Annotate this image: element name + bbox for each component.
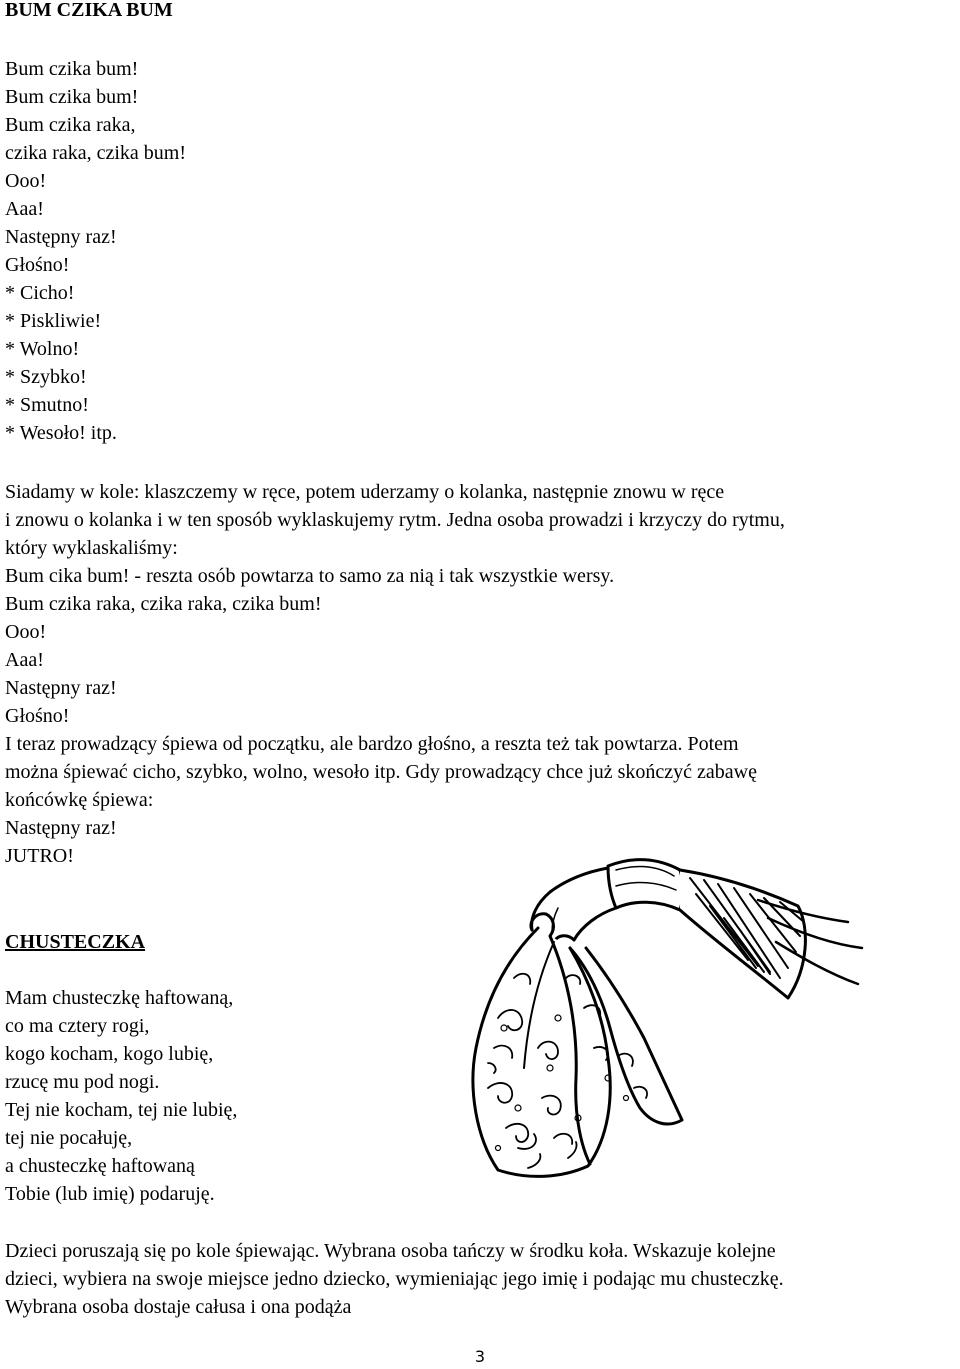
section-title-chusteczka: CHUSTECZKA	[5, 931, 146, 953]
lyric-line: * Piskliwie!	[5, 310, 102, 332]
instruction-line: Bum czika raka, czika raka, czika bum!	[5, 593, 322, 615]
lyric-line: * Wolno!	[5, 338, 80, 360]
lyric-line: rzucę mu pod nogi.	[5, 1071, 160, 1093]
page-number: 3	[474, 1347, 486, 1366]
instruction-line: JUTRO!	[5, 845, 74, 867]
instruction-line: Ooo!	[5, 621, 47, 643]
instruction-line: Bum cika bum! - reszta osób powtarza to samo za nią i tak wszystkie wersy.	[5, 565, 615, 587]
instruction-line: Aaa!	[5, 649, 44, 671]
lyric-line: Następny raz!	[5, 226, 117, 248]
lyric-line: Aaa!	[5, 198, 44, 220]
lyric-line: Tobie (lub imię) podaruję.	[5, 1183, 215, 1205]
instruction-line: Wybrana osoba dostaje całusa i ona podąża	[5, 1296, 352, 1318]
lyric-line: Bum czika bum!	[5, 58, 139, 80]
hand-holding-handkerchief-icon	[458, 848, 898, 1188]
instruction-line: dzieci, wybiera na swoje miejsce jedno dziecko, wymieniając jego imię i podając mu chusteczkę.	[5, 1268, 784, 1290]
instruction-line: Głośno!	[5, 705, 70, 727]
lyric-line: * Wesoło! itp.	[5, 422, 117, 444]
lyric-line: Bum czika raka,	[5, 114, 136, 136]
lyric-line: tej nie pocałuję,	[5, 1127, 133, 1149]
lyric-line: a chusteczkę haftowaną	[5, 1155, 195, 1177]
instruction-line: Następny raz!	[5, 677, 117, 699]
lyric-line: kogo kocham, kogo lubię,	[5, 1043, 214, 1065]
lyric-line: * Smutno!	[5, 394, 89, 416]
instruction-line: Siadamy w kole: klaszczemy w ręce, potem uderzamy o kolanka, następnie znowu w ręce	[5, 481, 725, 503]
instruction-line: który wyklaskaliśmy:	[5, 537, 178, 559]
lyric-line: Mam chusteczkę haftowaną,	[5, 987, 234, 1009]
lyric-line: co ma cztery rogi,	[5, 1015, 150, 1037]
lyric-line: * Cicho!	[5, 282, 75, 304]
lyric-line: Tej nie kocham, tej nie lubię,	[5, 1099, 238, 1121]
instruction-line: I teraz prowadzący śpiewa od początku, ale bardzo głośno, a reszta też tak powtarza. Potem	[5, 733, 739, 755]
lyric-line: Bum czika bum!	[5, 86, 139, 108]
lyric-line: czika raka, czika bum!	[5, 142, 187, 164]
lyric-line: Głośno!	[5, 254, 70, 276]
lyric-line: Ooo!	[5, 170, 47, 192]
instruction-line: końcówkę śpiewa:	[5, 789, 154, 811]
instruction-line: można śpiewać cicho, szybko, wolno, wesoło itp. Gdy prowadzący chce już skończyć zabawę	[5, 761, 757, 783]
instruction-line: i znowu o kolanka i w ten sposób wyklaskujemy rytm. Jedna osoba prowadzi i krzyczy do rytmu,	[5, 509, 785, 531]
instruction-line: Dzieci poruszają się po kole śpiewając. Wybrana osoba tańczy w środku koła. Wskazuje kolejne	[5, 1240, 776, 1262]
section-title-bum-czika-bum: BUM CZIKA BUM	[5, 0, 173, 21]
instruction-line: Następny raz!	[5, 817, 117, 839]
lyric-line: * Szybko!	[5, 366, 87, 388]
